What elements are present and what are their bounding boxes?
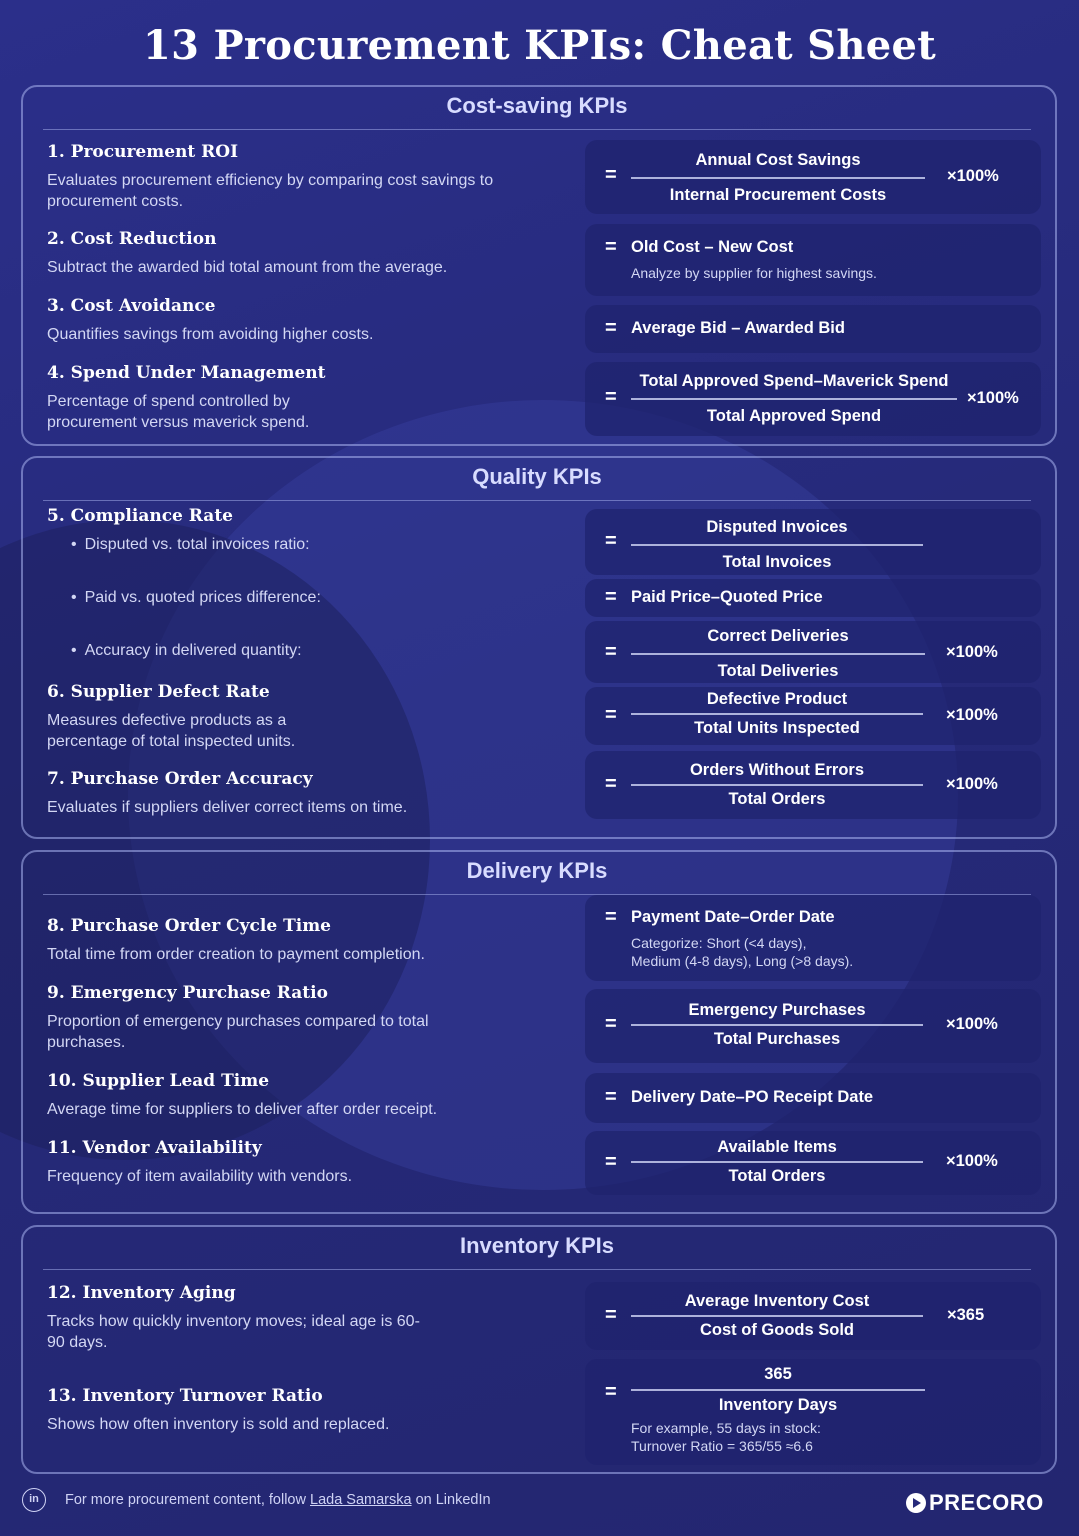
equals-sign: = <box>605 1086 617 1108</box>
multiplier: ×100% <box>947 167 999 185</box>
fraction <box>631 627 925 681</box>
kpi-procurement-roi <box>47 142 567 212</box>
section-quality <box>21 456 1057 839</box>
kpi-title: 5. Compliance Rate <box>47 506 233 526</box>
fraction-line <box>631 784 923 786</box>
kpi-title: 7. Purchase Order Accuracy <box>47 769 313 789</box>
formula-note: Analyze by supplier for highest savings. <box>631 265 877 281</box>
section-title: Cost-saving KPIs <box>43 87 1031 130</box>
denominator: Total Deliveries <box>717 661 839 680</box>
kpi-description: Subtract the awarded bid total amount from the average. <box>47 259 448 276</box>
multiplier: ×100% <box>946 1152 998 1170</box>
equals-sign: = <box>605 1304 617 1326</box>
kpi-compliance-rate <box>47 506 567 534</box>
kpi-title: 11. Vendor Availability <box>47 1138 262 1158</box>
formula-box <box>585 1359 1041 1465</box>
kpi-title: 12. Inventory Aging <box>47 1283 236 1303</box>
kpi-title: 2. Cost Reduction <box>47 229 217 249</box>
denominator: Total Invoices <box>722 552 832 571</box>
fraction <box>631 372 957 426</box>
fraction-line <box>631 1389 925 1391</box>
kpi-purchase-order-cycle-time <box>47 916 567 965</box>
equals-sign: = <box>605 1013 617 1035</box>
kpi-supplier-defect-rate <box>47 682 567 752</box>
kpi-description: Percentage of spend controlled by procurement versus maverick spend. <box>47 393 310 431</box>
multiplier: ×365 <box>947 1306 985 1324</box>
kpi-title: 8. Purchase Order Cycle Time <box>47 916 332 936</box>
author-link[interactable]: Lada Samarska <box>310 1492 412 1508</box>
numerator: Available Items <box>717 1138 837 1156</box>
fraction <box>631 1365 925 1415</box>
numerator: 365 <box>764 1365 792 1383</box>
formula-box <box>585 687 1041 745</box>
formula-box <box>585 895 1041 981</box>
linkedin-icon[interactable]: in <box>22 1488 46 1512</box>
denominator: Cost of Goods Sold <box>700 1320 854 1339</box>
denominator: Total Purchases <box>713 1029 841 1048</box>
denominator: Total Orders <box>728 1166 826 1185</box>
formula-box <box>585 224 1041 296</box>
kpi-inventory-aging <box>47 1283 567 1353</box>
kpi-description: Quantifies savings from avoiding higher costs. <box>47 326 374 343</box>
formula: Paid Price–Quoted Price <box>631 588 823 606</box>
kpi-description: Average time for suppliers to deliver after order receipt. <box>47 1101 438 1118</box>
kpi-emergency-purchase-ratio <box>47 983 567 1053</box>
formula-box <box>585 1131 1041 1195</box>
section-title: Delivery KPIs <box>43 852 1031 895</box>
formula-box <box>585 621 1041 683</box>
formula-box <box>585 751 1041 819</box>
section-cost-saving <box>21 85 1057 446</box>
fraction-line <box>631 1161 923 1163</box>
numerator: Correct Deliveries <box>707 627 849 645</box>
numerator: Average Inventory Cost <box>684 1292 870 1310</box>
kpi-description: Total time from order creation to payment completion. <box>47 946 425 963</box>
numerator: Orders Without Errors <box>689 761 865 779</box>
kpi-title: 9. Emergency Purchase Ratio <box>47 983 328 1003</box>
fraction <box>631 151 925 205</box>
kpi-supplier-lead-time <box>47 1071 567 1120</box>
bullet-item: • Paid vs. quoted prices difference: <box>71 589 321 607</box>
kpi-title: 3. Cost Avoidance <box>47 296 216 316</box>
numerator: Emergency Purchases <box>688 1001 866 1019</box>
fraction <box>631 518 923 572</box>
play-icon <box>906 1493 926 1513</box>
denominator: Total Orders <box>728 789 826 808</box>
kpi-inventory-turnover-ratio <box>47 1386 567 1435</box>
multiplier: ×100% <box>946 706 998 724</box>
kpi-title: 10. Supplier Lead Time <box>47 1071 270 1091</box>
brand-name: PRECORO <box>929 1490 1044 1515</box>
formula-note: Medium (4-8 days), Long (>8 days). <box>631 953 854 969</box>
footer-suffix: on LinkedIn <box>411 1492 491 1508</box>
fraction-line <box>631 713 923 715</box>
bullet-item: • Accuracy in delivered quantity: <box>71 642 302 660</box>
equals-sign: = <box>605 530 617 552</box>
page-title: 13 Procurement KPIs: Cheat Sheet <box>142 22 937 69</box>
equals-sign: = <box>605 704 617 726</box>
equals-sign: = <box>605 386 617 408</box>
kpi-cost-reduction <box>47 229 567 278</box>
formula-box <box>585 140 1041 214</box>
kpi-purchase-order-accuracy <box>47 769 567 818</box>
numerator: Total Approved Spend–Maverick Spend <box>639 372 949 390</box>
section-inventory <box>21 1225 1057 1474</box>
bullet-item: • Disputed vs. total invoices ratio: <box>71 536 310 554</box>
numerator: Disputed Invoices <box>706 518 848 536</box>
equals-sign: = <box>605 164 617 186</box>
equals-sign: = <box>605 773 617 795</box>
denominator: Total Approved Spend <box>706 406 882 425</box>
kpi-title: 1. Procurement ROI <box>47 142 239 162</box>
formula-box <box>585 1073 1041 1123</box>
formula-note: Categorize: Short (<4 days), <box>631 935 807 951</box>
section-delivery <box>21 850 1057 1214</box>
fraction-line <box>631 653 925 655</box>
kpi-description: Evaluates if suppliers deliver correct items on time. <box>47 799 408 816</box>
fraction-line <box>631 544 923 546</box>
kpi-title: 4. Spend Under Management <box>47 363 326 383</box>
kpi-description: Evaluates procurement efficiency by comparing cost savings to procurement costs. <box>47 172 494 210</box>
formula: Delivery Date–PO Receipt Date <box>631 1088 874 1106</box>
equals-sign: = <box>605 1381 617 1403</box>
fraction <box>631 690 923 738</box>
formula: Payment Date–Order Date <box>631 908 835 926</box>
numerator: Defective Product <box>706 690 848 708</box>
equals-sign: = <box>605 1151 617 1173</box>
fraction-line <box>631 177 925 179</box>
multiplier: ×100% <box>967 389 1019 407</box>
fraction <box>631 761 923 809</box>
multiplier: ×100% <box>946 643 998 661</box>
formula-box <box>585 305 1041 353</box>
fraction <box>631 1138 923 1186</box>
formula-note: Turnover Ratio = 365/55 ≈6.6 <box>631 1438 813 1454</box>
equals-sign: = <box>605 641 617 663</box>
numerator: Annual Cost Savings <box>695 151 861 169</box>
formula-box <box>585 579 1041 617</box>
kpi-description: Tracks how quickly inventory moves; ideal age is 60-90 days. <box>47 1313 420 1351</box>
brand-logo <box>906 1490 1044 1516</box>
kpi-vendor-availability <box>47 1138 567 1187</box>
equals-sign: = <box>605 317 617 339</box>
denominator: Inventory Days <box>718 1395 838 1414</box>
kpi-description: Measures defective products as a percentage of total inspected units. <box>47 712 296 750</box>
footer-text <box>65 1492 491 1508</box>
formula-box <box>585 362 1041 436</box>
denominator: Total Units Inspected <box>694 718 860 737</box>
footer-prefix: For more procurement content, follow <box>65 1492 310 1508</box>
formula-note: For example, 55 days in stock: <box>631 1420 821 1436</box>
multiplier: ×100% <box>946 1015 998 1033</box>
multiplier: ×100% <box>946 775 998 793</box>
formula: Average Bid – Awarded Bid <box>631 319 845 337</box>
kpi-description: Shows how often inventory is sold and replaced. <box>47 1416 390 1433</box>
formula-box <box>585 1282 1041 1350</box>
formula: Old Cost – New Cost <box>631 238 794 256</box>
section-title: Quality KPIs <box>43 458 1031 501</box>
equals-sign: = <box>605 906 617 928</box>
kpi-title: 6. Supplier Defect Rate <box>47 682 270 702</box>
fraction <box>631 1001 923 1049</box>
equals-sign: = <box>605 586 617 608</box>
kpi-title: 13. Inventory Turnover Ratio <box>47 1386 323 1406</box>
fraction <box>631 1292 923 1340</box>
formula-box <box>585 509 1041 575</box>
fraction-line <box>631 1315 923 1317</box>
fraction-line <box>631 398 957 400</box>
kpi-cost-avoidance <box>47 296 567 345</box>
kpi-description: Proportion of emergency purchases compared to total purchases. <box>47 1013 429 1051</box>
section-title: Inventory KPIs <box>43 1227 1031 1270</box>
formula-box <box>585 989 1041 1063</box>
kpi-spend-under-management <box>47 363 567 433</box>
denominator: Internal Procurement Costs <box>669 185 887 204</box>
kpi-description: Frequency of item availability with vendors. <box>47 1168 353 1185</box>
equals-sign: = <box>605 236 617 258</box>
fraction-line <box>631 1024 923 1026</box>
